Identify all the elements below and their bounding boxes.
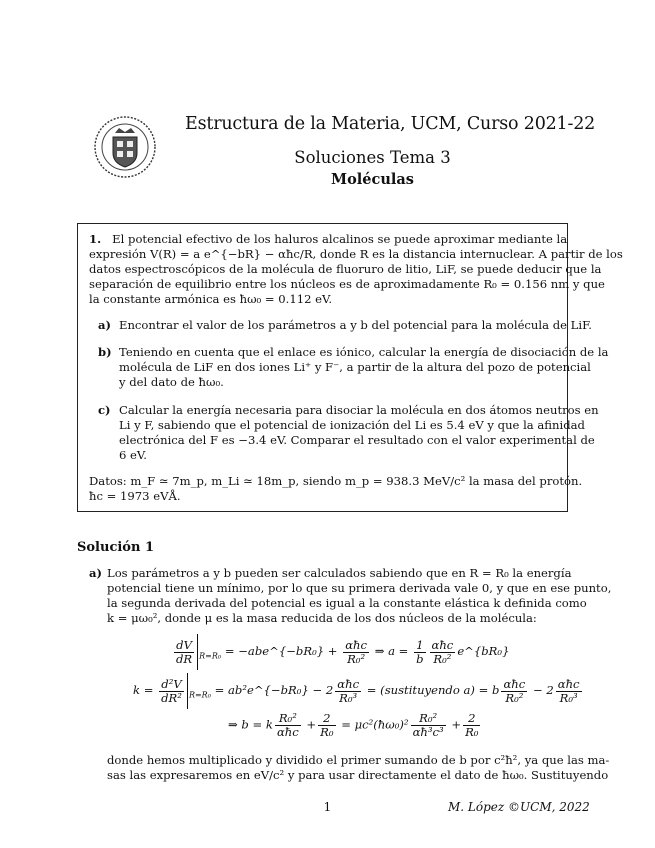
item-c-line-2: Li y F, sabiendo que el potencial de ionización del Li es 5.4 eV y que la afinidad xyxy=(119,418,585,432)
item-b-line-2: molécula de LiF en dos iones Li⁺ y F⁻, a partir de la altura del pozo de potencial xyxy=(119,360,591,374)
solution-heading: Solución 1 xyxy=(77,540,154,555)
solution-para-line-4: k = μω₀², donde μ es la masa reducida de los dos núcleos de la molécula: xyxy=(107,611,537,625)
problem-intro-line-2: expresión V(R) = a e^{−bR} − αħc/R, donde R es la distancia internuclear. A partir de los xyxy=(89,247,623,261)
solution-after-line-2: sas las expresaremos en eV/c² y para usar directamente el dato de ħω₀. Sustituyendo xyxy=(107,768,609,782)
solution-para-line-1: Los parámetros a y b pueden ser calculados sabiendo que en R = R₀ la energía xyxy=(107,566,572,580)
problem-intro-line-5: la constante armónica es ħω₀ = 0.112 eV. xyxy=(89,292,333,306)
equation-b-result: ⇒ b = k $\frac{\text{R₀²}}{\text{αħc}}$ + $\frac{2}{\text{R₀}}$ = μc²(ħω₀)² $\frac{\text{R₀²}}{\text{αħ³c³}}$ + $\frac{2}{\text{R₀}}$ xyxy=(228,711,479,739)
university-seal-icon xyxy=(93,115,157,179)
document-subtitle: Soluciones Tema 3 xyxy=(294,148,451,167)
page-number: 1 xyxy=(323,800,332,814)
item-a-label: a) xyxy=(98,318,111,332)
problem-intro-line-4: separación de equilibrio entre los núcleos es de aproximadamente R₀ = 0.156 nm y que xyxy=(89,277,605,291)
footer-author: M. López ©UCM, 2022 xyxy=(448,800,590,814)
solution-para-line-2: potencial tiene un mínimo, por lo que su primera derivada vale 0, y que en ese punto, xyxy=(107,581,612,595)
solution-item-label: a) xyxy=(89,566,102,580)
problem-intro-line-3: datos espectroscópicos de la molécula de fluoruro de litio, LiF, se puede deducir que la xyxy=(89,262,602,276)
data-line-1: Datos: m_F ≃ 7m_p, m_Li ≃ 18m_p, siendo m_p = 938.3 MeV/c² la masa del protón. xyxy=(89,474,583,488)
document-topic: Moléculas xyxy=(331,171,414,188)
data-line-2: ħc = 1973 eVÅ. xyxy=(89,489,181,503)
item-b-line-3: y del dato de ħω₀. xyxy=(119,375,224,389)
document-title: Estructura de la Materia, UCM, Curso 2021-22 xyxy=(185,114,596,134)
item-c-line-3: electrónica del F es −3.4 eV. Comparar el resultado con el valor experimental de xyxy=(119,433,595,447)
item-b-label: b) xyxy=(98,345,112,359)
item-c-label: c) xyxy=(98,403,111,417)
item-b-line-1: Teniendo en cuenta que el enlace es iónico, calcular la energía de disociación de la xyxy=(119,345,609,359)
item-c-line-4: 6 eV. xyxy=(119,448,147,462)
solution-after-line-1: donde hemos multiplicado y dividido el primer sumando de b por c²ħ², ya que las ma- xyxy=(107,753,610,767)
solution-para-line-3: la segunda derivada del potencial es igual a la constante elástica k definida como xyxy=(107,596,587,610)
item-a-line-1: Encontrar el valor de los parámetros a y b del potencial para la molécula de LiF. xyxy=(119,318,592,332)
problem-intro-line-1: 1. El potencial efectivo de los haluros alcalinos se puede aproximar mediante la xyxy=(89,232,568,246)
equation-first-derivative: $\frac{dV}{dR}$ $_{R=R_0}$ = −abe^{−bR₀} + $\frac{\text{αħc}}{\text{R₀²}}$ ⇒ a = $\frac{1}{b}$ $\frac{\text{αħc}}{\text{R₀²}}$ e^{bR₀} xyxy=(172,634,509,670)
equation-second-derivative: k = $\frac{\text{d²V}}{\text{dR²}}$ $_{R=R_0}$ = ab²e^{−bR₀} − 2 $\frac{\text{αħc}}{\text{R₀³}}$ = (sustituyendo a) = b $\frac{\text{αħc}}{\text{R₀²}}$ − 2 $\frac{\text{αħc}}{\text{R₀³}}$ xyxy=(133,673,584,709)
item-c-line-1: Calcular la energía necesaria para disociar la molécula en dos átomos neutros en xyxy=(119,403,599,417)
